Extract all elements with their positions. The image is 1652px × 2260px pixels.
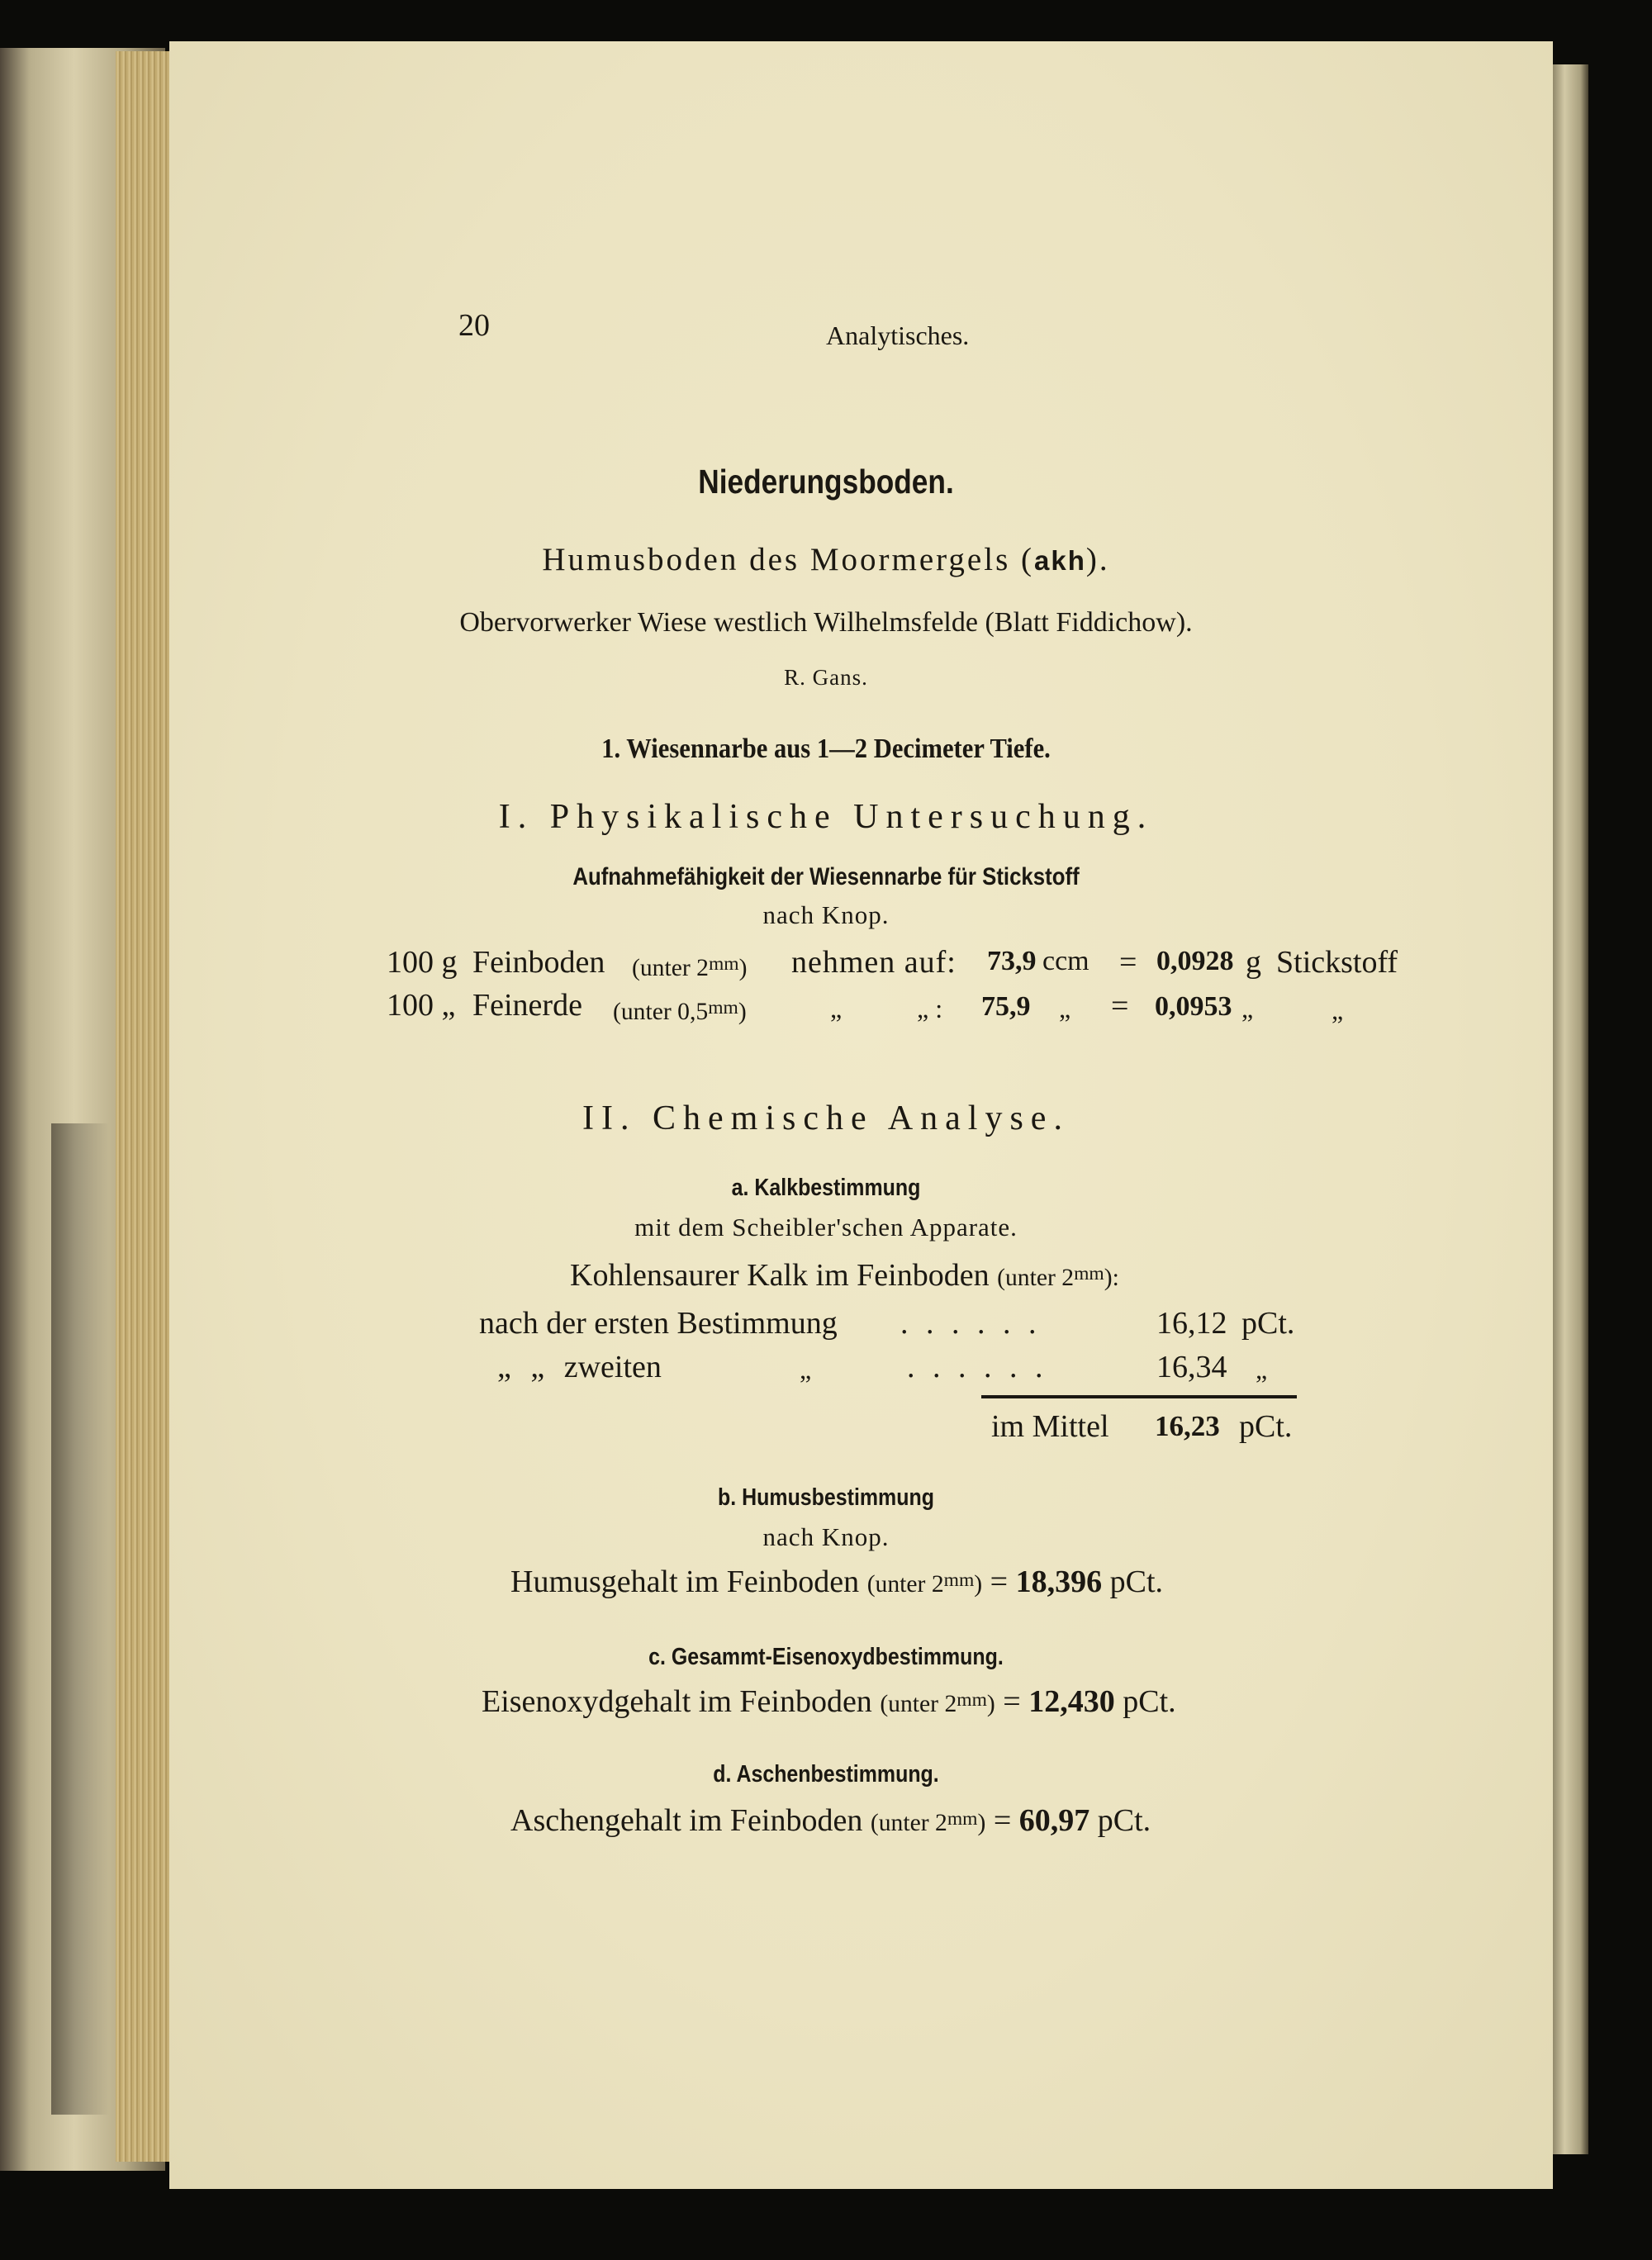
soil-name-text: Humusboden des Moormergels (	[542, 542, 1034, 577]
row-1-mass-unit: g	[1246, 945, 1261, 980]
humus-heading: b. Humusbestimmung	[718, 1484, 934, 1511]
lime-heading: a. Kalkbestimmung	[731, 1175, 921, 1201]
ash-unit: mm	[947, 1807, 978, 1830]
iron-fraction: (unter 2	[880, 1691, 957, 1717]
ash-equals: =	[993, 1803, 1012, 1838]
row-1-volume: 73,9	[987, 946, 1037, 976]
row-2-volume-unit: „	[1059, 994, 1071, 1023]
lime-mean-value: 16,23	[1155, 1410, 1220, 1442]
humus-value-unit: pCt.	[1109, 1564, 1164, 1599]
iron-heading: c. Gesammt-Eisenoxydbestimmung.	[648, 1644, 1004, 1670]
author: R. Gans.	[784, 665, 868, 690]
humus-method: nach Knop.	[762, 1522, 890, 1551]
nitrogen-capacity-heading: Aufnahmefähigkeit der Wiesennarbe für Stickstoff	[572, 863, 1080, 890]
section-1-title: I. Physikalische Untersuchung.	[498, 798, 1154, 836]
iron-label: Eisenoxydgehalt im Feinboden	[482, 1684, 872, 1719]
row-1-equals: =	[1119, 945, 1137, 980]
iron-value-unit: pCt.	[1123, 1684, 1176, 1719]
row-2-substance: „	[1332, 995, 1344, 1025]
humus-equals: =	[990, 1564, 1009, 1599]
row-2-ditto-1: „	[830, 994, 843, 1023]
running-head: Analytisches.	[826, 320, 970, 350]
ash-result	[510, 1802, 1151, 1839]
soil-name-end: ).	[1085, 542, 1110, 577]
lime-row-2-value: 16,34	[1156, 1350, 1227, 1384]
humus-value: 18,396	[1015, 1564, 1103, 1599]
iron-unit: mm	[957, 1688, 987, 1711]
row-1-fraction-text: (unter 2	[632, 955, 709, 981]
lime-mean-unit: pCt.	[1239, 1409, 1293, 1444]
lime-label-close: ):	[1104, 1265, 1119, 1291]
lime-row-1-value: 16,12	[1156, 1306, 1227, 1341]
row-1-amount: 100 g	[387, 945, 458, 980]
ash-fraction: (unter 2	[870, 1810, 947, 1836]
soil-code: akh	[1034, 545, 1086, 576]
row-2-fraction-unit: mm	[708, 996, 738, 1018]
fold-shadow	[51, 1123, 109, 2115]
row-2-mass-unit: „	[1241, 994, 1254, 1023]
row-2-fraction	[613, 991, 747, 1028]
iron-close: )	[986, 1691, 995, 1717]
row-2-amount: 100 „	[387, 988, 456, 1023]
humus-close: )	[974, 1571, 983, 1598]
iron-equals: =	[1003, 1684, 1021, 1719]
main-title: Niederungsboden.	[698, 463, 954, 501]
row-2-mass: 0,0953	[1155, 991, 1232, 1022]
row-1-substance: Stickstoff	[1276, 945, 1398, 980]
row-2-fraction-text: (unter 0,5	[613, 999, 709, 1025]
lime-row-1-label: nach der ersten Bestimmung	[479, 1306, 838, 1341]
lime-label-fraction: (unter 2	[997, 1265, 1075, 1291]
humus-label: Humusgehalt im Feinboden	[510, 1564, 860, 1599]
row-1-fraction-close: )	[738, 955, 748, 981]
sample-heading: 1. Wiesennarbe aus 1—2 Decimeter Tiefe.	[601, 734, 1051, 764]
soil-name	[0, 541, 1652, 578]
page-number: 20	[458, 308, 490, 343]
ash-close: )	[977, 1810, 986, 1836]
ash-label: Aschengehalt im Feinboden	[510, 1803, 863, 1838]
row-2-equals: =	[1111, 989, 1129, 1023]
row-1-material: Feinboden	[472, 945, 605, 980]
lime-row-2-ditto: „	[800, 1355, 812, 1384]
humus-result	[510, 1564, 1163, 1600]
lime-row-2-label: „ „ zweiten	[497, 1350, 662, 1384]
row-2-material: Feinerde	[472, 988, 582, 1023]
row-2-volume: 75,9	[981, 991, 1031, 1022]
sum-rule	[981, 1395, 1297, 1398]
lime-row-2-unit: „	[1256, 1355, 1268, 1384]
row-2-ditto-2: „ :	[917, 994, 943, 1023]
lime-method: mit dem Scheibler'schen Apparate.	[634, 1213, 1018, 1242]
lime-label-unit: mm	[1074, 1262, 1104, 1284]
row-1-volume-unit: ccm	[1042, 946, 1089, 976]
row-2-fraction-close: )	[738, 999, 747, 1025]
row-1-fraction-unit: mm	[708, 952, 739, 975]
ash-heading: d. Aschenbestimmung.	[713, 1761, 939, 1788]
lime-row-2-dots: . . . . . .	[907, 1350, 1048, 1384]
lime-label	[570, 1257, 1119, 1294]
soil-location: Obervorwerker Wiese westlich Wilhelmsfelde (Blatt Fiddichow).	[459, 607, 1193, 638]
humus-unit: mm	[943, 1569, 975, 1591]
humus-fraction: (unter 2	[866, 1571, 944, 1598]
nitrogen-capacity-method: nach Knop.	[762, 900, 890, 929]
row-1-verb: nehmen auf:	[791, 945, 957, 980]
ash-value: 60,97	[1018, 1803, 1090, 1838]
lime-row-1-dots: . . . . . .	[900, 1306, 1042, 1341]
row-1-mass: 0,0928	[1156, 946, 1234, 976]
ash-value-unit: pCt.	[1097, 1803, 1151, 1838]
iron-result	[482, 1683, 1176, 1720]
lime-label-text: Kohlensaurer Kalk im Feinboden	[570, 1258, 990, 1293]
section-2-title: II. Chemische Analyse.	[582, 1099, 1070, 1137]
row-1-fraction	[632, 947, 747, 984]
lime-mean-label: im Mittel	[991, 1409, 1109, 1444]
lime-row-1-unit: pCt.	[1241, 1306, 1295, 1341]
iron-value: 12,430	[1028, 1684, 1115, 1719]
